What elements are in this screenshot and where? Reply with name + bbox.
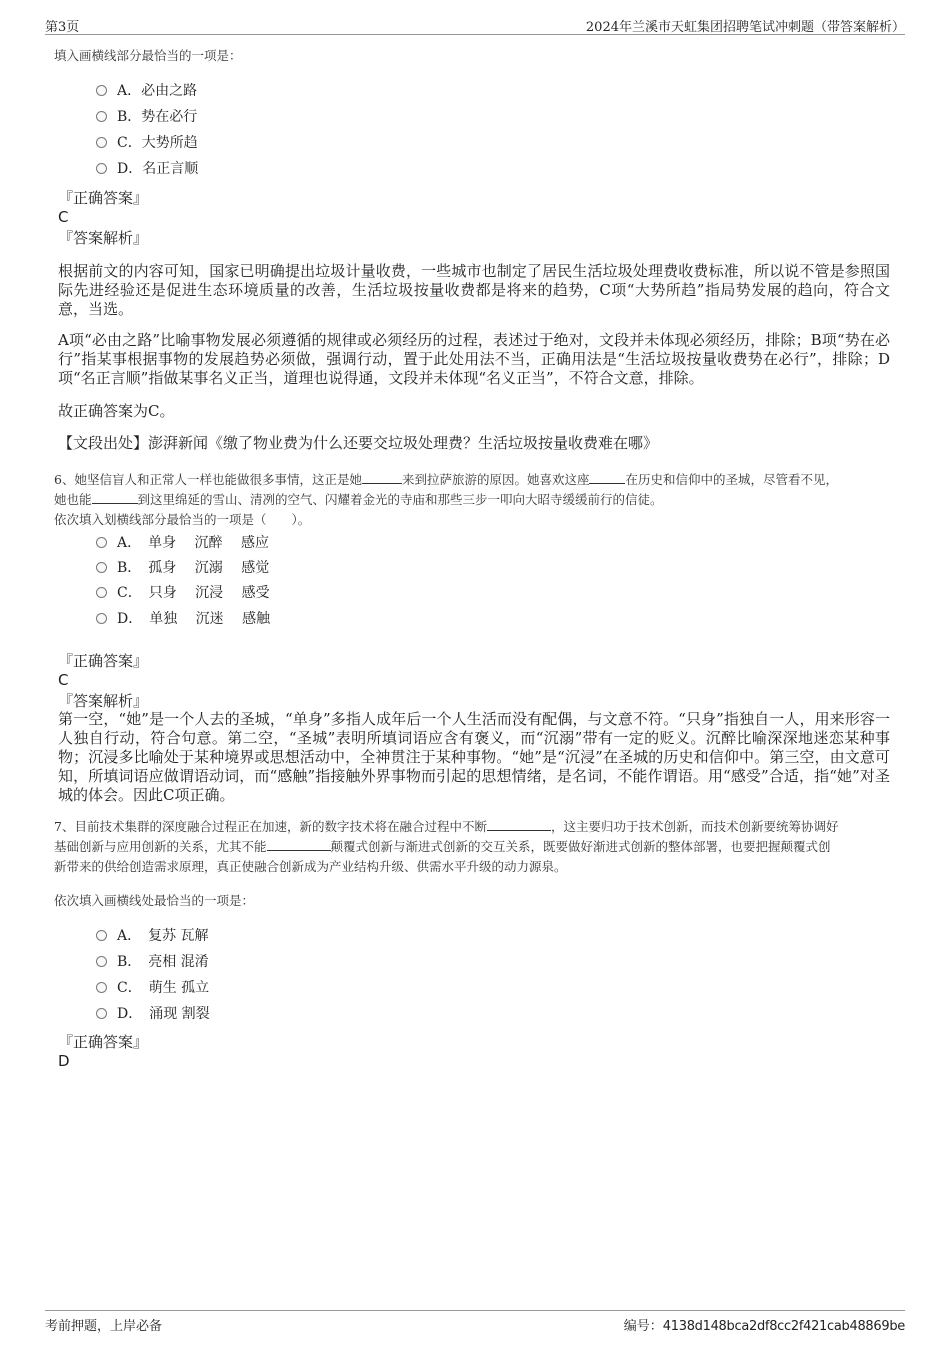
q7-option-c[interactable]: C． 萌生 孤立 [96, 977, 209, 999]
q5-source: 【文段出处】澎湃新闻《缴了物业费为什么还要交垃圾处理费？生活垃圾按量收费难在哪》 [58, 434, 659, 452]
q6-answer-label: 『正确答案』 [58, 652, 149, 670]
page-footer [45, 1310, 905, 1335]
radio-icon[interactable] [96, 163, 107, 174]
footer-slogan: 考前押题，上岸必备 [45, 1319, 163, 1334]
blank [267, 838, 331, 851]
q7-option-a[interactable]: A． 复苏 瓦解 [96, 925, 209, 947]
q6-option-a[interactable]: A． 单身 沉醉 感应 [96, 532, 269, 554]
q6-stem: 6、她坚信盲人和正常人一样也能做很多事情，这正是她 来到拉萨旅游的原因。她喜欢这座 在历史和信仰中的圣城，尽管看不见， 她也能 到这里绵延的雪山、清冽的空气、闪耀着金光的寺庙和那些三步一叩向大昭寺缓缓前行的信徒。 依次填入划横线部分最恰当的一项是（ ）。 [54, 472, 838, 527]
q5-option-b[interactable]: B．势在必行 [96, 106, 197, 128]
q6-option-d[interactable]: D． 单独 沉迷 感触 [96, 608, 270, 630]
radio-icon[interactable] [96, 982, 107, 993]
radio-icon[interactable] [96, 930, 107, 941]
q5-option-d[interactable]: D．名正言顺 [96, 158, 198, 180]
radio-icon[interactable] [96, 956, 107, 967]
q6-analysis: 第一空，“她”是一个人去的圣城，“单身”多指人成年后一个人生活而没有配偶，与文意不符。“只身”指独自一人，用来形容一人独自行动，符合句意。第二空，“圣城”表明所填词语应含有褒义，而“沉溺”带有一定的贬义。沉醉比喻深深地迷恋某种事物；沉浸多比喻处于某种境界或思想活动中，全神贯注于某种事物。“她”是“沉浸”在圣城的历史和信仰中。第三空，由文意可知，所填词语应做谓语动词，而“感触”指接触外界事物而引起的思想情绪，是名词，不能作谓语。用“感受”合适，指“她”对圣城的体会。因此C项正确。 [58, 710, 890, 804]
radio-icon[interactable] [96, 562, 107, 573]
blank [362, 471, 402, 484]
q5-analysis-label: 『答案解析』 [58, 229, 149, 247]
q5-option-a[interactable]: A．必由之路 [96, 80, 197, 102]
radio-icon[interactable] [96, 613, 107, 624]
q6-answer: C [58, 671, 69, 689]
q6-analysis-label: 『答案解析』 [58, 692, 149, 710]
q7-option-b[interactable]: B． 亮相 混淆 [96, 951, 209, 973]
q7-answer-label: 『正确答案』 [58, 1033, 149, 1051]
radio-icon[interactable] [96, 587, 107, 598]
q5-option-c[interactable]: C．大势所趋 [96, 132, 198, 154]
blank [487, 818, 551, 831]
q5-stem: 填入画横线部分最恰当的一项是： [54, 48, 242, 63]
q7-option-d[interactable]: D． 涌现 割裂 [96, 1003, 210, 1025]
q7-instruction: 依次填入画横线处最恰当的一项是： [54, 893, 255, 908]
q5-analysis-p1: 根据前文的内容可知，国家已明确提出垃圾计量收费，一些城市也制定了居民生活垃圾处理费收费标准，所以说不管是参照国际先进经验还是促进生态环境质量的改善，生活垃圾按量收费都是将来的趋势，C项“大势所趋”指局势发展的趋向，符合文意，当选。 [58, 262, 890, 318]
radio-icon[interactable] [96, 137, 107, 148]
radio-icon[interactable] [96, 1008, 107, 1019]
q5-analysis-p2: A项“必由之路”比喻事物发展必须遵循的规律或必须经历的过程，表述过于绝对，文段并未体现必须经历，排除；B项“势在必行”指某事根据事物的发展趋势必须做，强调行动，置于此处用法不当，正确用法是“生活垃圾按量收费势在必行”，排除；D项“名正言顺”指做某事名义正当，道理也说得通，文段并未体现“名义正当”，不符合文意，排除。 [58, 331, 890, 387]
radio-icon[interactable] [96, 111, 107, 122]
q7-answer: D [58, 1052, 70, 1070]
blank [589, 471, 625, 484]
radio-icon[interactable] [96, 85, 107, 96]
blank [92, 491, 138, 504]
q5-analysis-p3: 故正确答案为C。 [58, 402, 175, 420]
q5-answer: C [58, 208, 69, 226]
q6-option-c[interactable]: C． 只身 沉浸 感受 [96, 582, 270, 604]
q7-stem: 7、目前技术集群的深度融合过程正在加速，新的数字技术将在融合过程中不断 ，这主要归功于技术创新，而技术创新要统筹协调好 基础创新与应用创新的关系，尤其不能 颠覆式创新与渐进式创新的交互关系，既要做好渐进式创新的整体部署，也要把握颠覆式创 新带来的供给创造需求原理，真正使融合创新成为产业结构升级、供需水平升级的动力源泉。 [54, 819, 839, 874]
footer-code: 编号：4138d148bca2df8cc2f421cab48869be [623, 1319, 905, 1334]
page-number: 第3页 [45, 20, 80, 35]
q5-answer-label: 『正确答案』 [58, 189, 149, 207]
q6-option-b[interactable]: B． 孤身 沉溺 感觉 [96, 557, 269, 579]
document-title: 2024年兰溪市天虹集团招聘笔试冲刺题（带答案解析） [585, 20, 905, 35]
radio-icon[interactable] [96, 537, 107, 548]
page-header [45, 14, 905, 35]
